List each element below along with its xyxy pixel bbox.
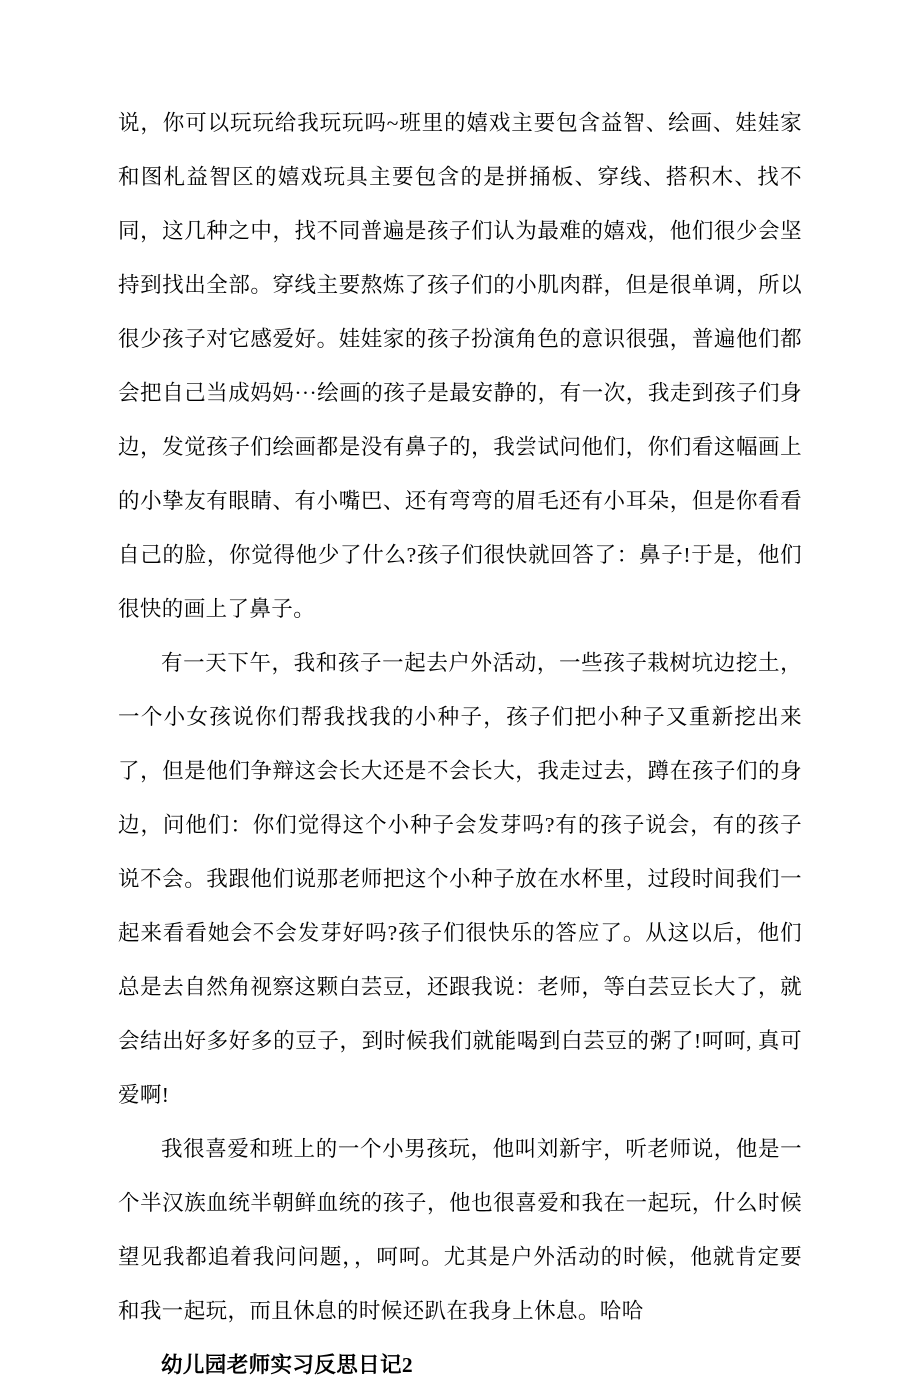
paragraph-1: 说，你可以玩玩给我玩玩吗~班里的嬉戏主要包含益智、绘画、娃娃家和图札益智区的嬉戏玩具主要包含的是拼捅板、穿线、搭积木、找不同，这几种之中，找不同普遍是孩子们认为最难的嬉戏，他们很少会坚持到找出全部。穿线主要熬炼了孩子们的小肌肉群，但是很单调，所以很少孩子对它感爱好。娃娃家的孩子扮演角色的意识很强，普遍他们都会把自己当成妈妈···绘画的孩子是最安静的，有一次，我走到孩子们身边，发觉孩子们绘画都是没有鼻子的，我尝试问他们，你们看这幅画上的小挚友有眼睛、有小嘴巴、还有弯弯的眉毛还有小耳朵，但是你看看自己的脸，你觉得他少了什么?孩子们很快就回答了：鼻子!于是，他们很快的画上了鼻子。	[118, 111, 802, 621]
paragraph-2: 有一天下午，我和孩子一起去户外活动，一些孩子栽树坑边挖土，一个小女孩说你们帮我找我的小种子，孩子们把小种子又重新挖出来了，但是他们争辩这会长大还是不会长大，我走过去，蹲在孩子们的身边，问他们：你们觉得这个小种子会发芽吗?有的孩子说会，有的孩子说不会。我跟他们说那老师把这个小种子放在水杯里，过段时间我们一起来看看她会不会发芽好吗?孩子们很快乐的答应了。从这以后，他们总是去自然角视察这颗白芸豆，还跟我说：老师，等白芸豆长大了，就会结出好多好多的豆子，到时候我们就能喝到白芸豆的粥了!呵呵, 真可爱啊!	[118, 651, 802, 1107]
paragraph-3: 我很喜爱和班上的一个小男孩玩，他叫刘新宇，听老师说，他是一个半汉族血统半朝鲜血统的孩子，他也很喜爱和我在一起玩，什么时候望见我都追着我问问题，，呵呵。尤其是户外活动的时候，他就肯定要和我一起玩，而且休息的时候还趴在我身上休息。哈哈	[118, 1137, 802, 1323]
section-heading: 幼儿园老师实习反思日记2	[161, 1353, 414, 1377]
document-body	[118, 96, 802, 1392]
